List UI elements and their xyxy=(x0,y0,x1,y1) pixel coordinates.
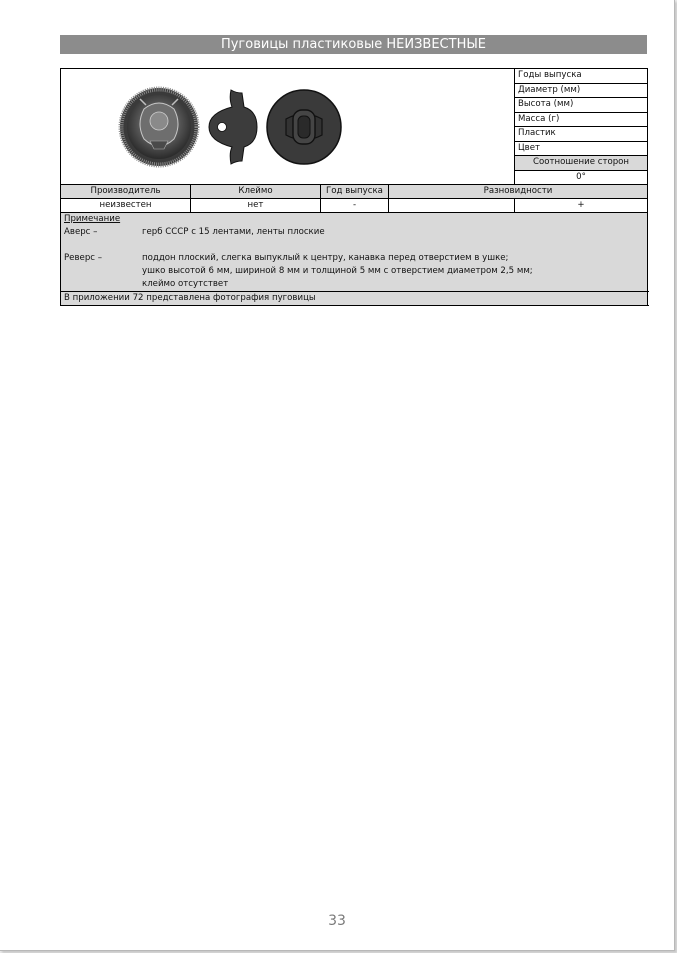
aspect-ratio-0: 0° xyxy=(515,170,648,185)
value-variety-2: + xyxy=(515,199,648,213)
note-revers-line: клеймо отсутствет xyxy=(142,279,229,289)
spec-label-diameter: Диаметр (мм) xyxy=(515,83,648,98)
header-varieties: Разновидности xyxy=(389,185,648,199)
spec-label-plastic: Пластик xyxy=(515,127,648,142)
button-obverse-image xyxy=(120,88,198,166)
header-mark: Клеймо xyxy=(191,185,321,199)
footnote: В приложении 72 представлена фотография пуговицы xyxy=(61,292,648,306)
note-title: Примечание xyxy=(64,214,121,224)
button-side-image xyxy=(209,90,257,164)
note-revers-row xyxy=(64,252,644,291)
note-revers-label: Реверс – xyxy=(64,253,103,263)
note-revers-line: ушко высотой 6 мм, шириной 8 мм и толщиной 5 мм с отверстием диаметром 2,5 мм; xyxy=(142,266,533,276)
button-spec-table xyxy=(60,68,648,306)
spec-label-mass: Масса (г) xyxy=(515,112,648,127)
page-number: 33 xyxy=(328,913,346,929)
note-revers-line: поддон плоский, слегка выпуклый к центру, канавка перед отверстием в ушке; xyxy=(142,253,509,263)
value-variety-1 xyxy=(389,199,515,213)
button-reverse-image xyxy=(267,90,341,164)
spec-label-height: Высота (мм) xyxy=(515,98,648,113)
button-drawings xyxy=(64,69,390,179)
button-images xyxy=(61,69,515,185)
note-section xyxy=(61,213,648,292)
spec-label-years: Годы выпуска xyxy=(515,69,648,84)
value-year: - xyxy=(321,199,389,213)
note-avers-label: Аверс – xyxy=(64,227,98,237)
header-manufacturer: Производитель xyxy=(61,185,191,199)
note-avers-text: герб СССР с 15 лентами, ленты плоские xyxy=(142,227,325,237)
aspect-ratio-header: Соотношение сторон xyxy=(515,156,648,171)
note-avers-row xyxy=(64,226,644,239)
value-mark: нет xyxy=(191,199,321,213)
header-year: Год выпуска xyxy=(321,185,389,199)
page-title: Пуговицы пластиковые НЕИЗВЕСТНЫЕ xyxy=(60,35,647,54)
value-manufacturer: неизвестен xyxy=(61,199,191,213)
spec-label-color: Цвет xyxy=(515,141,648,156)
